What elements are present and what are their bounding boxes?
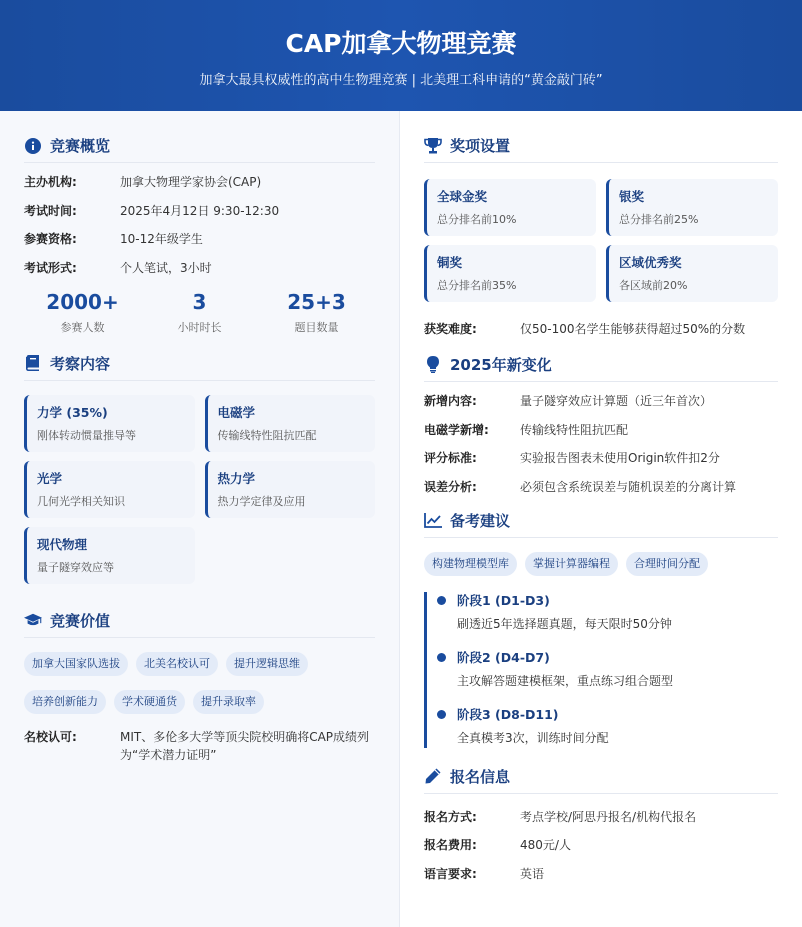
card-desc: 热力学定律及应用 [217,494,306,508]
page-subtitle: 加拿大最具权威性的高中生物理竞赛 | 北美理工科申请的“黄金敲门砖” [199,73,603,88]
card-title: 现代物理 [37,536,88,552]
card-title: 热力学 [217,470,256,486]
topic-card [205,461,376,518]
award-card [424,245,596,302]
prep-tag: 掌握计算器编程 [525,552,618,576]
kv-key: 电磁学新增: [424,422,489,437]
stage-title: 阶段1 (D1-D3) [457,592,550,608]
timeline-stage [437,592,778,632]
info-circle-icon [24,137,42,155]
stage-desc: 主攻解答题建模框架，重点练习组合题型 [457,673,674,688]
card-desc: 总分排名前35% [437,279,517,292]
value-tag: 北美名校认可 [136,652,218,676]
section-title: 考察内容 [50,354,111,373]
value-tag: 学术硬通货 [114,690,185,714]
graduation-cap-icon [24,611,42,629]
content-cards [24,395,375,584]
stage-title: 阶段3 (D8-D11) [457,706,559,722]
kv-row [424,865,778,883]
kv-row [24,259,375,277]
kv-row [424,836,778,854]
prep-tags [424,552,778,576]
section-title: 竞赛价值 [50,611,111,630]
kv-key: 名校认可: [24,729,77,744]
kv-row [424,449,778,467]
stat-label: 参赛人数 [60,320,105,334]
award-card [424,179,596,236]
timeline-dot [437,596,446,605]
kv-value: 英语 [520,866,545,881]
stats-row [24,289,375,335]
kv-key: 考试形式: [24,260,77,275]
kv-value: 加拿大物理学家协会(CAP) [120,175,262,189]
prep-heading [424,510,778,538]
kv-row [424,478,778,496]
kv-key: 评分标准: [424,451,477,465]
topic-card [24,527,195,584]
changes-heading [424,354,778,382]
value-tag: 提升录取率 [193,690,264,714]
overview-rows [24,173,375,277]
card-desc: 总分排名前10% [437,213,517,226]
card-desc: 传输线特性阻抗匹配 [217,428,317,442]
topic-card [24,395,195,452]
line-chart-icon [424,511,442,529]
stat-duration [145,289,255,335]
timeline-dot [437,710,446,719]
award-card [606,245,778,302]
kv-value: 2025年4月12日 9:30-12:30 [120,203,280,218]
kv-value: 个人笔试，3小时 [120,260,212,275]
kv-key: 考试时间: [24,203,77,218]
trophy-icon [424,137,442,155]
card-title: 区域优秀奖 [619,255,682,270]
signup-rows [424,808,778,883]
kv-value: 量子隧穿效应计算题（近三年首次） [520,394,713,408]
changes-rows [424,392,778,496]
prep-tag: 合理时间分配 [626,552,708,576]
section-title: 备考建议 [450,511,511,530]
kv-row [424,392,778,410]
kv-row [424,421,778,439]
card-desc: 刚体转动惯量推导等 [37,428,136,442]
pencil-icon [424,767,442,785]
overview-heading [24,135,375,163]
value-tag: 提升逻辑思维 [226,652,308,676]
prep-timeline [424,592,778,748]
stat-questions [262,289,372,335]
stage-desc: 全真模考3次，训练时间分配 [457,730,609,745]
stat-number: 3 [192,289,207,314]
stat-number: 2000+ [46,289,119,314]
kv-key: 报名费用: [424,838,477,852]
section-title: 奖项设置 [450,137,511,155]
stat-label: 小时时长 [177,320,222,334]
book-icon [24,354,42,372]
kv-value: 实验报告图表未使用Origin软件扣2分 [520,451,720,465]
kv-key: 主办机构: [24,175,77,189]
kv-key: 报名方式: [424,809,477,824]
card-title: 电磁学 [217,404,256,420]
card-title: 银奖 [619,189,645,204]
card-title: 光学 [37,470,63,486]
value-tag: 培养创新能力 [24,690,106,714]
kv-key: 参赛资格: [24,232,77,246]
topic-card [205,395,376,452]
kv-key: 误差分析: [424,479,477,494]
value-tag: 加拿大国家队选拔 [24,652,128,676]
kv-value: MIT、多伦多大学等顶尖院校明确将CAP成绩列为“学术潜力证明” [120,729,370,762]
stage-title: 阶段2 (D4-D7) [457,649,550,665]
card-desc: 各区域前20% [619,279,688,292]
kv-row [24,173,375,191]
section-title: 报名信息 [450,767,511,786]
section-title: 2025年新变化 [450,356,552,374]
card-title: 力学 (35%) [37,404,108,420]
kv-key: 获奖难度: [424,322,477,336]
kv-key: 语言要求: [424,866,477,881]
awards-heading [424,135,778,163]
value-tags [24,690,375,714]
topic-card [24,461,195,518]
right-column [400,111,802,927]
kv-row [424,320,778,338]
award-cards [424,179,778,302]
page-title: CAP加拿大物理竞赛 [285,29,517,58]
signup-heading [424,766,778,794]
card-title: 全球金奖 [437,189,488,204]
value-heading [24,610,375,638]
card-desc: 量子隧穿效应等 [37,560,114,574]
page-header [0,0,802,111]
kv-value: 必须包含系统误差与随机误差的分离计算 [520,479,737,494]
timeline-stage [437,706,778,748]
kv-row [24,230,375,248]
card-desc: 几何光学相关知识 [37,494,125,508]
stat-label: 题目数量 [294,320,339,334]
timeline-stage [437,649,778,689]
section-title: 竞赛概览 [50,137,111,155]
kv-value: 传输线特性阻抗匹配 [520,422,629,437]
stage-desc: 刷透近5年选择题真题，每天限时50分钟 [457,616,672,631]
timeline-dot [437,653,446,662]
kv-value: 仅50-100名学生能够获得超过50%的分数 [520,322,746,336]
card-desc: 总分排名前25% [619,213,699,226]
kv-row [24,728,375,764]
prep-tag: 构建物理模型库 [424,552,517,576]
stat-participants [28,289,138,335]
kv-value: 10-12年级学生 [120,232,203,246]
stat-number: 25+3 [287,289,346,314]
award-card [606,179,778,236]
value-tags [24,652,375,676]
kv-value: 考点学校/阿思丹报名/机构代报名 [520,809,697,824]
kv-value: 480元/人 [520,838,571,852]
lightbulb-icon [424,356,442,374]
kv-row [424,808,778,826]
left-column [0,111,400,927]
card-title: 铜奖 [437,255,463,270]
content-heading [24,353,375,381]
kv-key: 新增内容: [424,394,477,408]
kv-row [24,202,375,220]
